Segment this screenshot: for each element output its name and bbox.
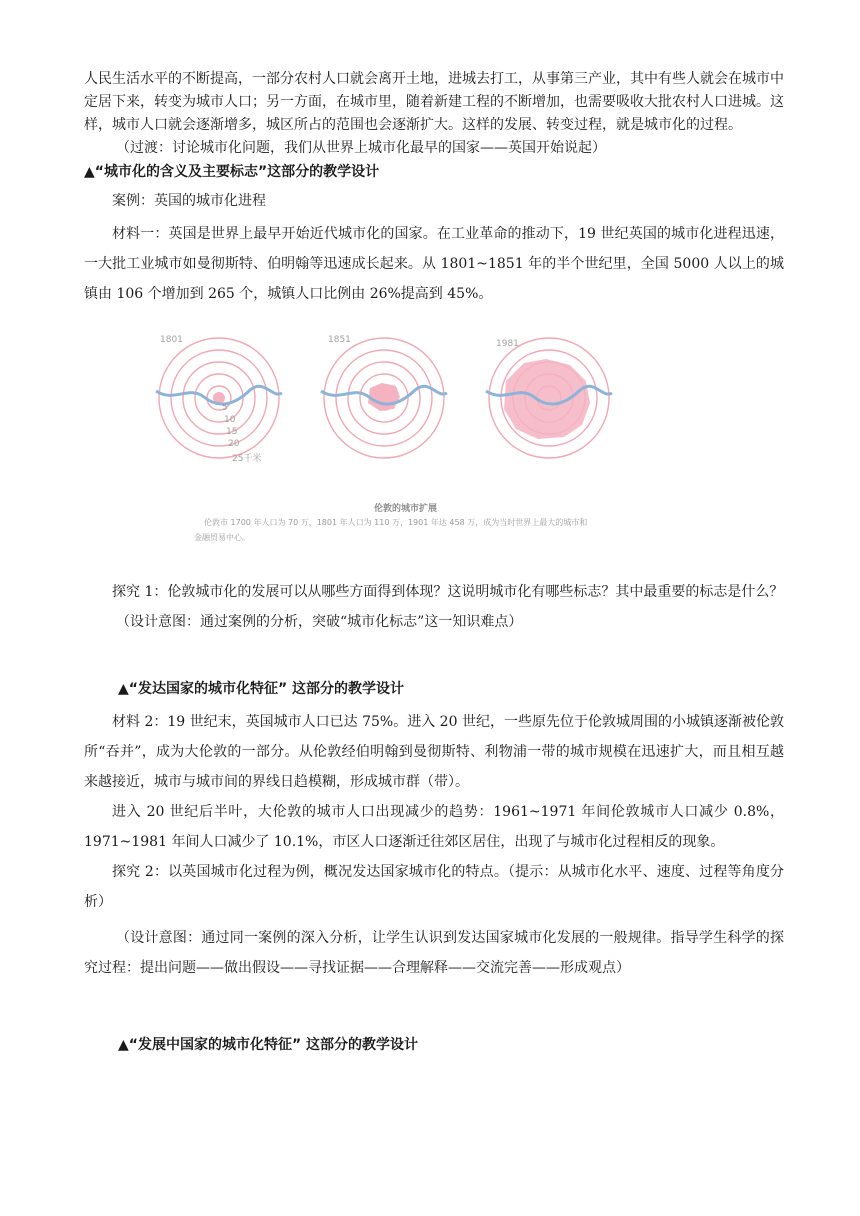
design-intent-1: （设计意图：通过案例的分析，突破“城市化标志”这一知识难点） [116, 614, 523, 630]
map-1801 [156, 338, 282, 458]
ring-label-20: 20 [228, 439, 240, 449]
case-title: 案例：英国的城市化进程 [112, 193, 266, 209]
explore-question-2: 探究 2：以英国城市化过程为例，概况发达国家城市化的特点。（提示：从城市化水平、速度、过程等角度分析） [84, 864, 784, 910]
ring-label-15: 15 [226, 427, 238, 437]
map-1981 [486, 338, 612, 458]
year-label-1851: 1851 [328, 335, 351, 345]
section-heading-developed-countries: ▲“发达国家的城市化特征” 这部分的教学设计 [118, 681, 405, 697]
explore-question-1: 探究 1：伦敦城市化的发展可以从哪些方面得到体现？这说明城市化有哪些标志？其中最重要的标志是什么？ [112, 584, 784, 600]
ring-label-5: 5 [222, 403, 228, 413]
ring-label-10: 10 [224, 415, 236, 425]
london-expansion-figure [84, 323, 784, 553]
document-page [84, 68, 784, 1057]
material-one: 材料一：英国是世界上最早开始近代城市化的国家。在工业革命的推动下，19 世纪英国的城市化进程迅速，一大批工业城市如曼彻斯特、伯明翰等迅速成长起来。从 1801~1851 年的半个世纪里，全国 5000 人以上的城镇由 106 个增加到 265 个，城镇人口比例由 26%提高到 45%。 [84, 226, 784, 302]
design-intent-2: （设计意图：通过同一案例的深入分析，让学生认识到发达国家城市化发展的一般规律。指导学生科学的探究过程：提出问题——做出假设——寻找证据——合理解释——交流完善——形成观点） [84, 930, 784, 976]
section-heading-urbanization-meaning: ▲“城市化的含义及主要标志”这部分的教学设计 [84, 164, 380, 180]
section-heading-developing-countries: ▲“发展中国家的城市化特征” 这部分的教学设计 [118, 1037, 419, 1053]
material-two-continued: 进入 20 世纪后半叶，大伦敦的城市人口出现减少的趋势：1961~1971 年间伦敦城市人口减少 0.8%，1971~1981 年间人口减少了 10.1%，市区人口逐渐迁往郊区居住，出现了与城市化过程相反的现象。 [84, 804, 784, 850]
figure-caption-title: 伦敦的城市扩展 [374, 504, 438, 514]
urban-area-1851 [368, 383, 400, 411]
transition-note: （过渡：讨论城市化问题，我们从世界上城市化最早的国家——英国开始说起） [116, 140, 606, 156]
year-label-1981: 1981 [496, 339, 519, 349]
london-expansion-map [154, 333, 614, 493]
year-label-1801: 1801 [160, 335, 183, 345]
urban-area-1981 [504, 359, 590, 439]
map-1851 [321, 338, 447, 458]
material-two: 材料 2：19 世纪末，英国城市人口已达 75%。进入 20 世纪，一些原先位于伦敦城周围的小城镇逐渐被伦敦所“吞并”，成为大伦敦的一部分。从伦敦经伯明翰到曼彻斯特、利物浦一带的城市规模在迅速扩大，而且相互越来越接近，城市与城市间的界线日趋模糊，形成城市群（带）。 [84, 714, 784, 790]
intro-paragraph: 人民生活水平的不断提高，一部分农村人口就会离开土地，进城去打工，从事第三产业，其中有些人就会在城市中定居下来，转变为城市人口；另一方面，在城市里，随着新建工程的不断增加，也需要吸收大批农村人口进城。这样，城市人口就会逐渐增多，城区所占的范围也会逐渐扩大。这样的发展、转变过程，就是城市化的过程。 [84, 71, 784, 133]
figure-caption-body: 伦敦市 1700 年人口为 70 万，1801 年人口为 110 万，1901 年达 458 万，成为当时世界上最大的城市和金融贸易中心。 [194, 518, 588, 542]
ring-label-25km: 25千米 [232, 454, 262, 464]
